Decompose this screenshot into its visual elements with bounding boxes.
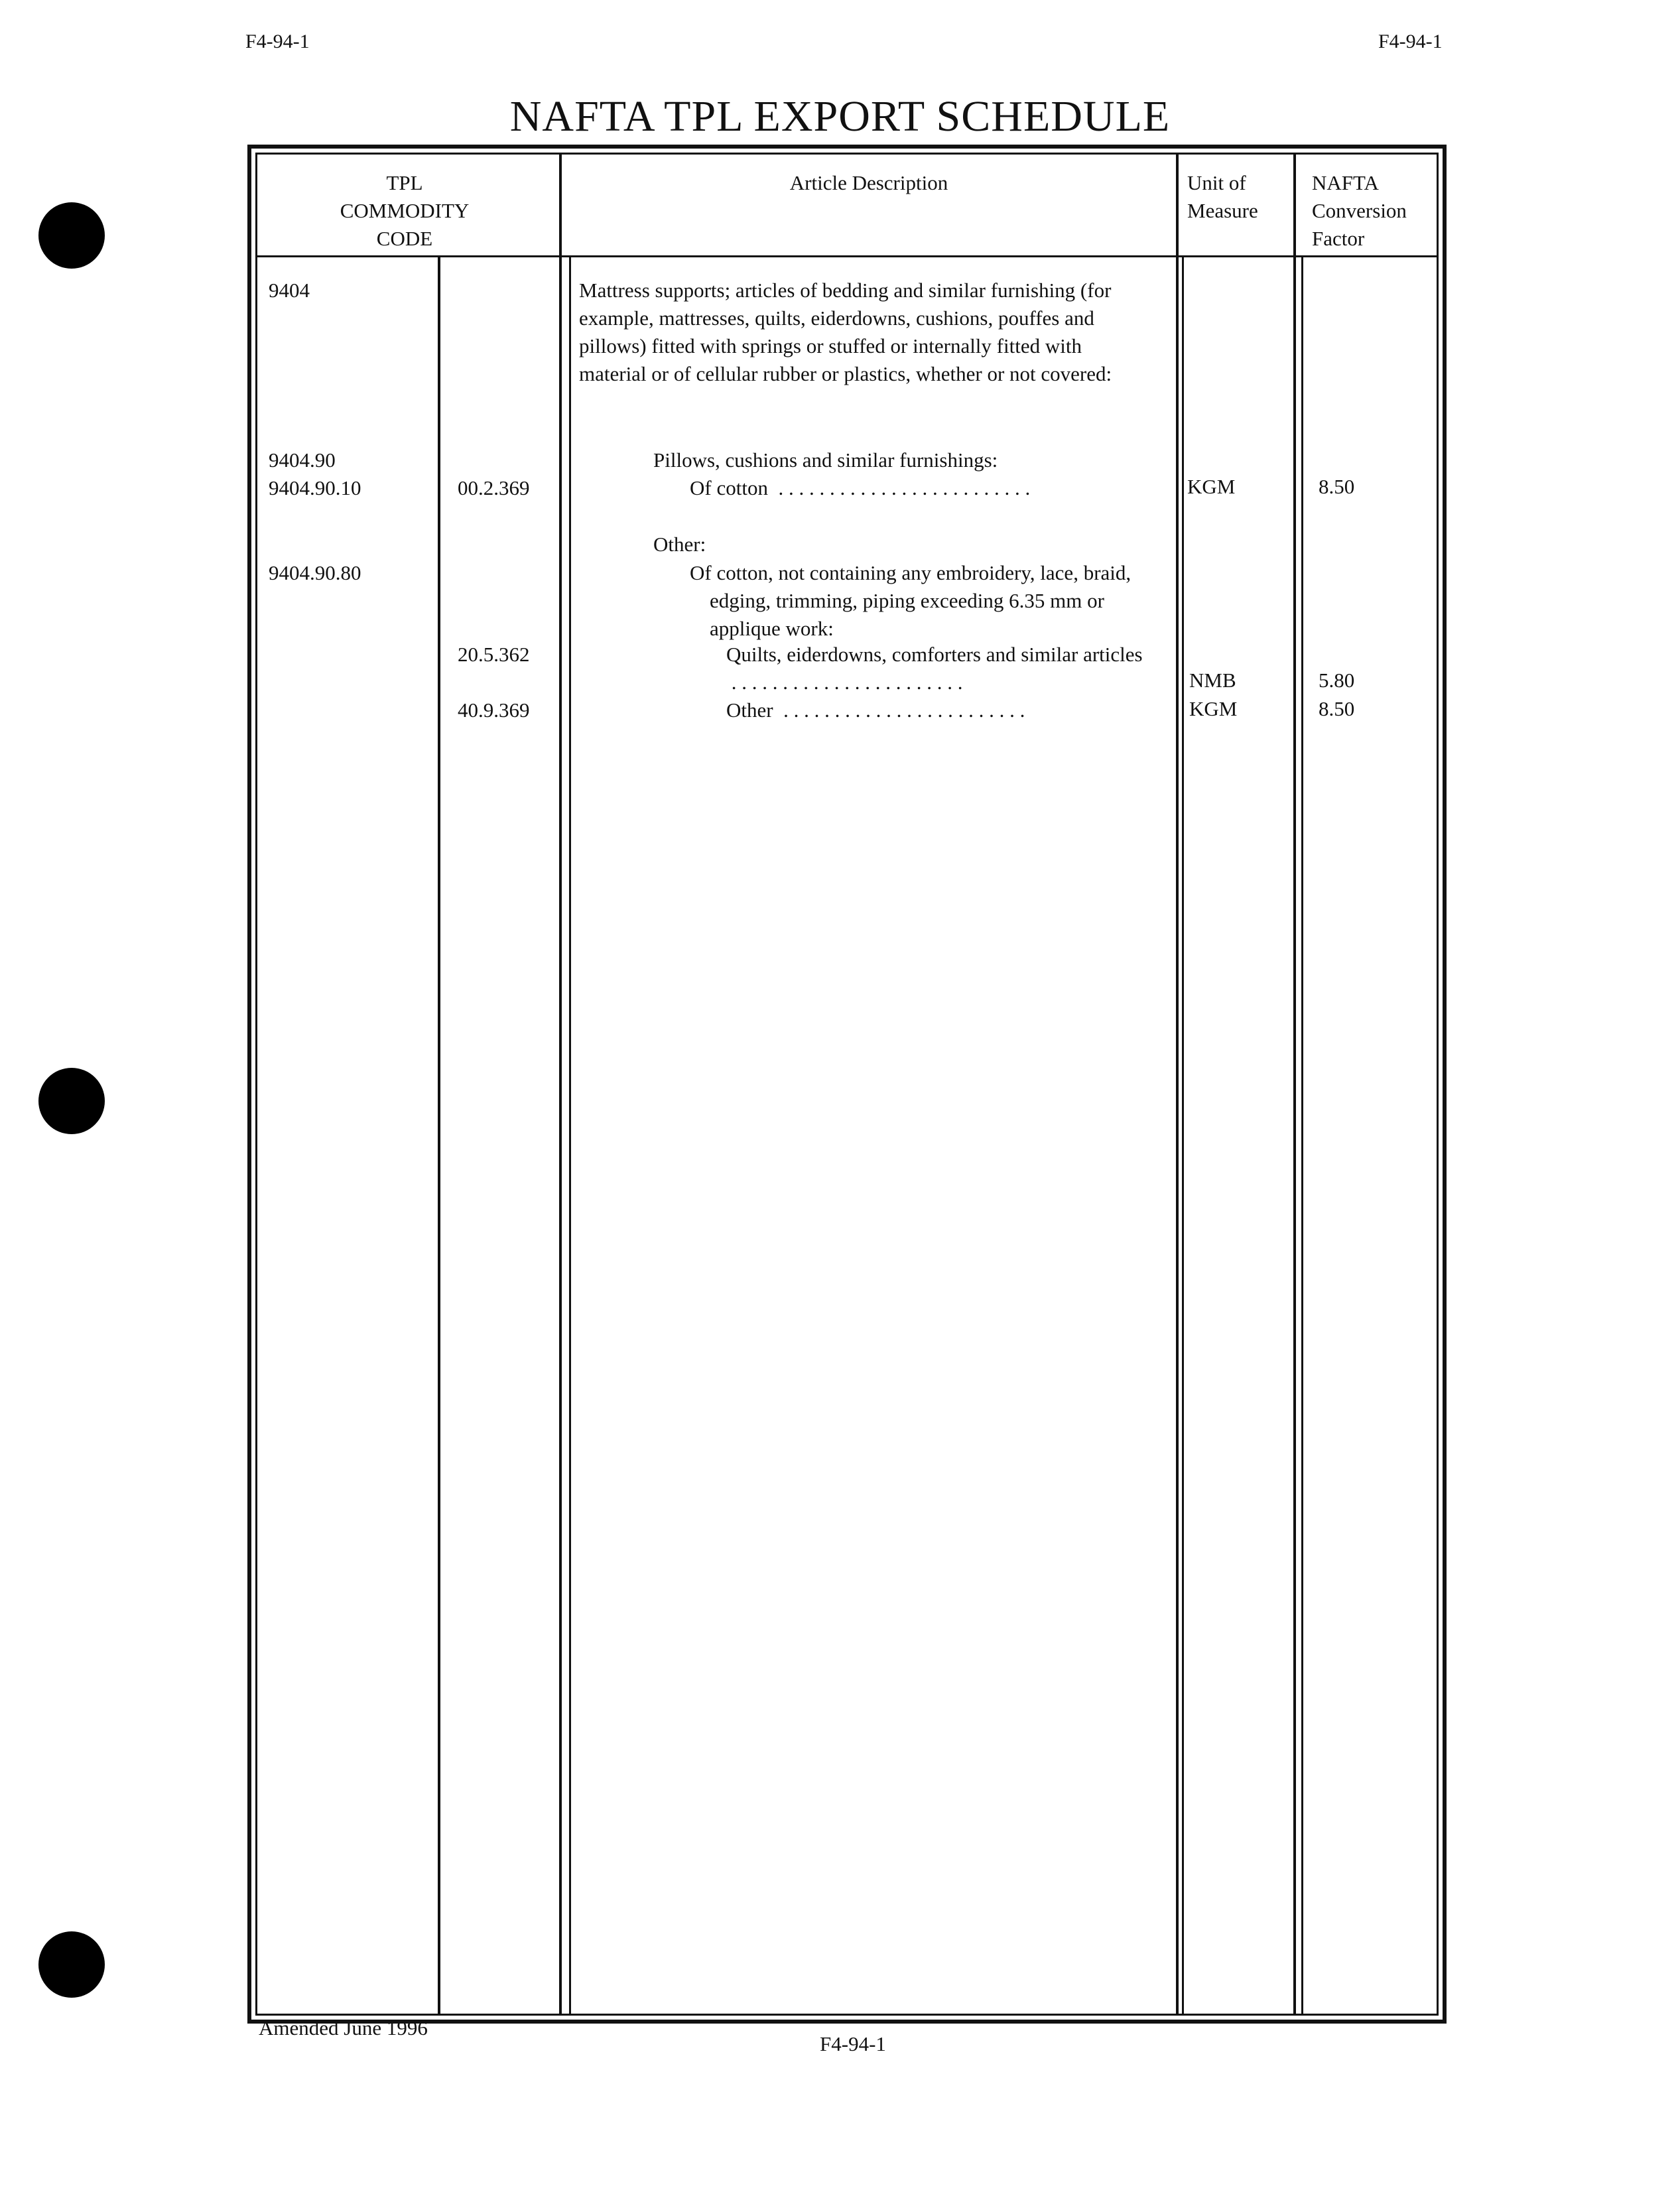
document-title: NAFTA TPL EXPORT SCHEDULE [509, 92, 1171, 141]
table-row-description-text: Of cotton, not containing any embroidery, lace, braid, edging, trimming, piping exceeding 6.35 mm or applique work: [690, 561, 1131, 640]
column-divider-description-inner [1182, 257, 1184, 2014]
column-header-factor-line-1: NAFTA [1312, 171, 1379, 194]
column-header-factor [1312, 169, 1431, 253]
page-number: F4-94-1 [820, 2032, 886, 2055]
table-row-description [690, 559, 1147, 643]
table-row-description-text: Of cotton [690, 476, 768, 499]
table-row-factor: 8.50 [1319, 697, 1355, 720]
schedule-table [255, 153, 1439, 2016]
table-row-description [690, 474, 1167, 502]
header-row-divider [257, 255, 1437, 257]
table-row-description [726, 641, 1164, 696]
table-row-description: Mattress supports; articles of bedding and similar furnishing (for example, mattresses, quilts, eiderdowns, cushions, pouffes and pillows) fitted with springs or stuffed or internally fitted with material or of cellular rubber or plastics, whether or not covered: [579, 279, 1112, 385]
page-id-right: F4-94-1 [1378, 31, 1443, 52]
table-row-stat-suffix: 20.5.362 [458, 643, 530, 666]
table-row-factor: 8.50 [1319, 475, 1355, 498]
table-row-description: Pillows, cushions and similar furnishings: [653, 448, 998, 472]
column-divider-code [559, 154, 562, 2014]
dot-leader: . . . . . . . . . . . . . . . . . . . . . . . . . [773, 476, 1031, 499]
column-header-factor-line-2: Conversion [1312, 199, 1407, 222]
dot-leader: . . . . . . . . . . . . . . . . . . . . . . . . [778, 698, 1025, 722]
column-divider-unit-inner [1301, 257, 1303, 2014]
table-row-unit: KGM [1187, 475, 1236, 498]
table-row-description-text: Other [726, 698, 773, 722]
table-row-stat-suffix: 40.9.369 [458, 698, 530, 722]
table-row-hts-code: 9404.90.80 [269, 561, 361, 584]
column-header-unit-line-2: Measure [1187, 199, 1258, 222]
column-header-factor-line-3: Factor [1312, 227, 1365, 250]
table-row-hts-code: 9404.90 [269, 448, 336, 472]
table-row-unit: NMB [1189, 669, 1236, 692]
binder-hole-top [38, 202, 105, 269]
column-header-code-line-1: TPL [386, 171, 423, 194]
table-row-description [726, 696, 1164, 724]
column-header-description: Article Description [789, 171, 948, 194]
table-row-hts-code: 9404.90.10 [269, 476, 361, 499]
table-row-description: Other: [653, 533, 706, 556]
binder-hole-bottom [38, 1931, 105, 1998]
table-row-unit: KGM [1189, 697, 1238, 720]
amended-date: Amended June 1996 [259, 2016, 428, 2039]
page-id-left: F4-94-1 [245, 31, 310, 52]
column-header-unit [1187, 169, 1287, 225]
column-header-unit-line-1: Unit of [1187, 171, 1246, 194]
binder-hole-middle [38, 1068, 105, 1134]
dot-leader: . . . . . . . . . . . . . . . . . . . . . . . [726, 671, 963, 694]
column-header-code-line-3: CODE [376, 227, 433, 250]
column-divider-description [1176, 154, 1179, 2014]
column-divider-unit [1293, 154, 1296, 2014]
column-header-code-line-2: COMMODITY [340, 199, 470, 222]
table-row-factor: 5.80 [1319, 669, 1355, 692]
column-header-code [279, 169, 531, 253]
table-row-hts-code: 9404 [269, 279, 310, 302]
table-row-stat-suffix: 00.2.369 [458, 476, 530, 499]
column-divider-code-inner [569, 257, 571, 2014]
table-row-description-text: Quilts, eiderdowns, comforters and similar articles [726, 643, 1143, 666]
column-divider-stat-suffix [438, 257, 440, 2014]
